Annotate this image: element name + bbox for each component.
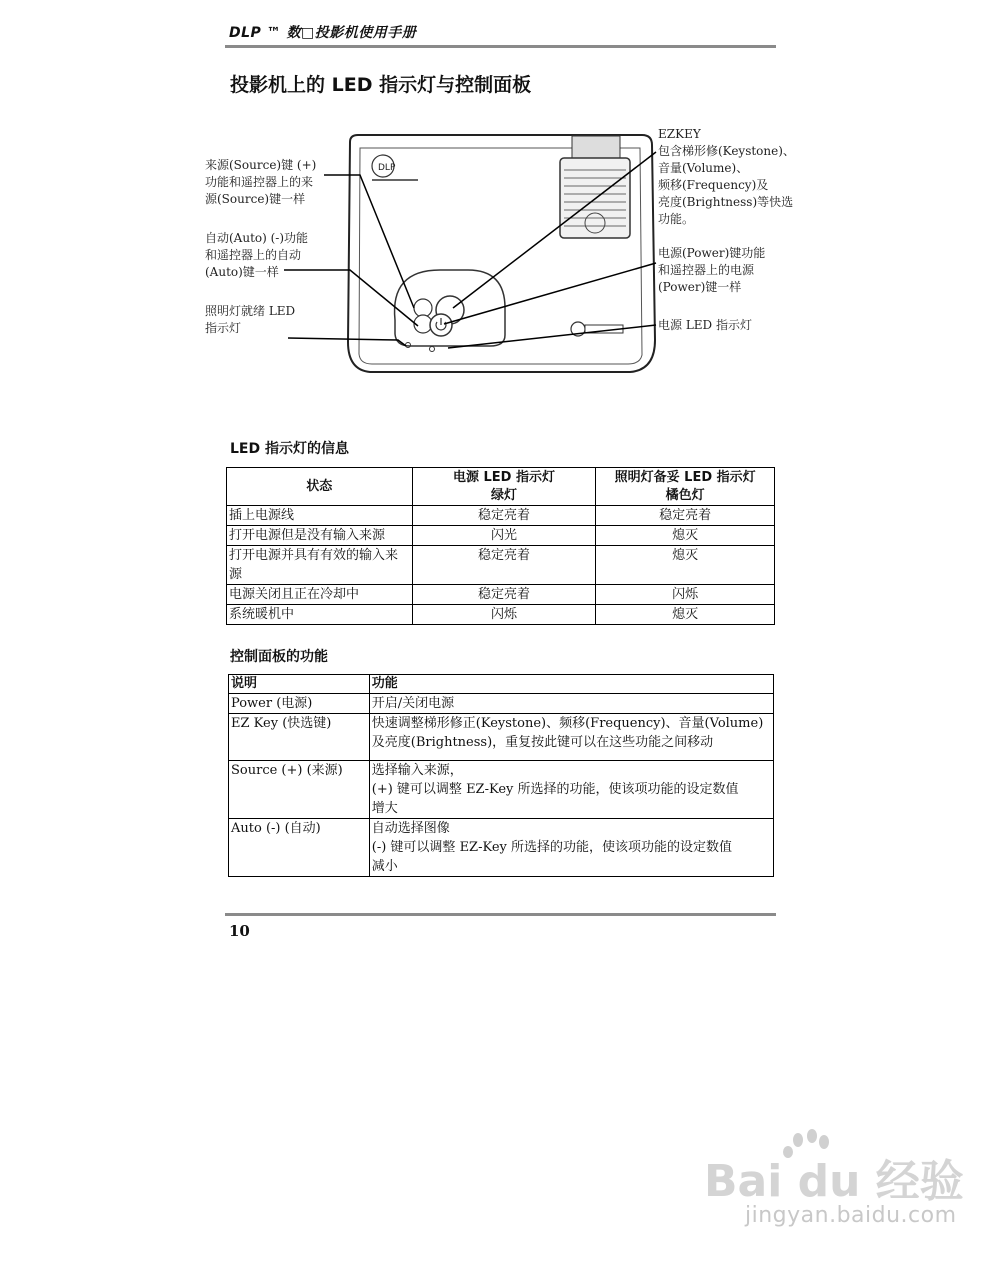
dlp-logo [372, 155, 418, 180]
label-power-led: 电源 LED 指示灯 [658, 318, 752, 332]
cell-status: 打开电源并具有有效的输入来源 [227, 546, 413, 585]
svg-text:DLP: DLP [378, 163, 396, 173]
table-row [229, 694, 774, 714]
cell-lamp-led: 稳定亮着 [596, 506, 775, 526]
table-row [227, 526, 775, 546]
paw-icon [783, 1129, 829, 1158]
label-lamp-led: 照明灯就绪 LED 指示灯 [205, 304, 296, 335]
cell-key-name: Auto (-) (自动) [229, 819, 370, 877]
col-header-power-led: 电源 LED 指示灯 绿灯 [412, 468, 596, 506]
label-auto-key: 自动(Auto) (-)功能 和遥控器上的自动 (Auto)键一样 [205, 231, 309, 279]
table-row [229, 714, 774, 761]
power-led-dot [430, 347, 435, 352]
cell-power-led: 稳定亮着 [412, 506, 596, 526]
table-row [229, 819, 774, 877]
table-row [227, 605, 775, 625]
svg-text:Bai du 经验: Bai du 经验 [704, 1156, 964, 1207]
led-section-title: LED 指示灯的信息 [230, 441, 349, 457]
col-header-status: 状态 [227, 468, 413, 506]
label-power-key: 电源(Power)键功能 和遥控器上的电源 (Power)键一样 [658, 246, 766, 294]
table-row [227, 585, 775, 605]
control-panel-function-table [228, 674, 774, 877]
cell-lamp-led: 熄灭 [596, 526, 775, 546]
cell-key-function: 自动选择图像 (-) 键可以调整 EZ-Key 所选择的功能，使该项功能的设定数值 减小 [369, 819, 773, 877]
cell-status: 系统暖机中 [227, 605, 413, 625]
cell-lamp-led: 闪烁 [596, 585, 775, 605]
cell-key-function: 选择输入来源， (+) 键可以调整 EZ-Key 所选择的功能，使该项功能的设定数值 增大 [369, 761, 773, 819]
cell-key-name: Power (电源) [229, 694, 370, 714]
baidu-watermark-logo [700, 1128, 964, 1208]
led-info-table [226, 467, 775, 625]
table-header-row [227, 468, 775, 506]
cell-status: 电源关闭且正在冷却中 [227, 585, 413, 605]
cell-key-name: EZ Key (快选键) [229, 714, 370, 761]
cell-key-function: 开启/关闭电源 [369, 694, 773, 714]
footer-rule [225, 913, 776, 916]
page-number: 10 [229, 922, 250, 940]
col-header-description: 说明 [229, 675, 370, 694]
cell-lamp-led: 熄灭 [596, 605, 775, 625]
source-plus-button [414, 299, 432, 317]
table-row [229, 761, 774, 819]
table-row [227, 546, 775, 585]
func-section-title: 控制面板的功能 [230, 649, 328, 665]
label-ezkey: EZKEY 包含梯形修(Keystone)、 音量(Volume)、 频移(Frequency)及 亮度(Brightness)等快选 功能。 [658, 127, 795, 226]
cell-lamp-led: 熄灭 [596, 546, 775, 585]
cell-status: 插上电源线 [227, 506, 413, 526]
cell-key-function: 快速调整梯形修正(Keystone)、频移(Frequency)、音量(Volume) 及亮度(Brightness)，重复按此键可以在这些功能之间移动 [369, 714, 773, 761]
section-title: 投影机上的 LED 指示灯与控制面板 [230, 74, 532, 96]
cell-power-led: 闪烁 [412, 605, 596, 625]
watermark-url: jingyan.baidu.com [745, 1203, 957, 1228]
table-header-row [229, 675, 774, 694]
cell-power-led: 闪光 [412, 526, 596, 546]
header-title: DLP ™ 数□投影机使用手册 [229, 25, 417, 41]
col-header-lamp-led: 照明灯备妥 LED 指示灯 橘色灯 [596, 468, 775, 506]
label-source-key: 来源(Source)键 (+) 功能和遥控器上的来 源(Source)键一样 [205, 158, 317, 206]
cell-power-led: 稳定亮着 [412, 585, 596, 605]
cell-power-led: 稳定亮着 [412, 546, 596, 585]
table-row [227, 506, 775, 526]
cell-status: 打开电源但是没有输入来源 [227, 526, 413, 546]
header-rule [225, 45, 776, 48]
col-header-function: 功能 [369, 675, 773, 694]
cell-key-name: Source (+) (来源) [229, 761, 370, 819]
